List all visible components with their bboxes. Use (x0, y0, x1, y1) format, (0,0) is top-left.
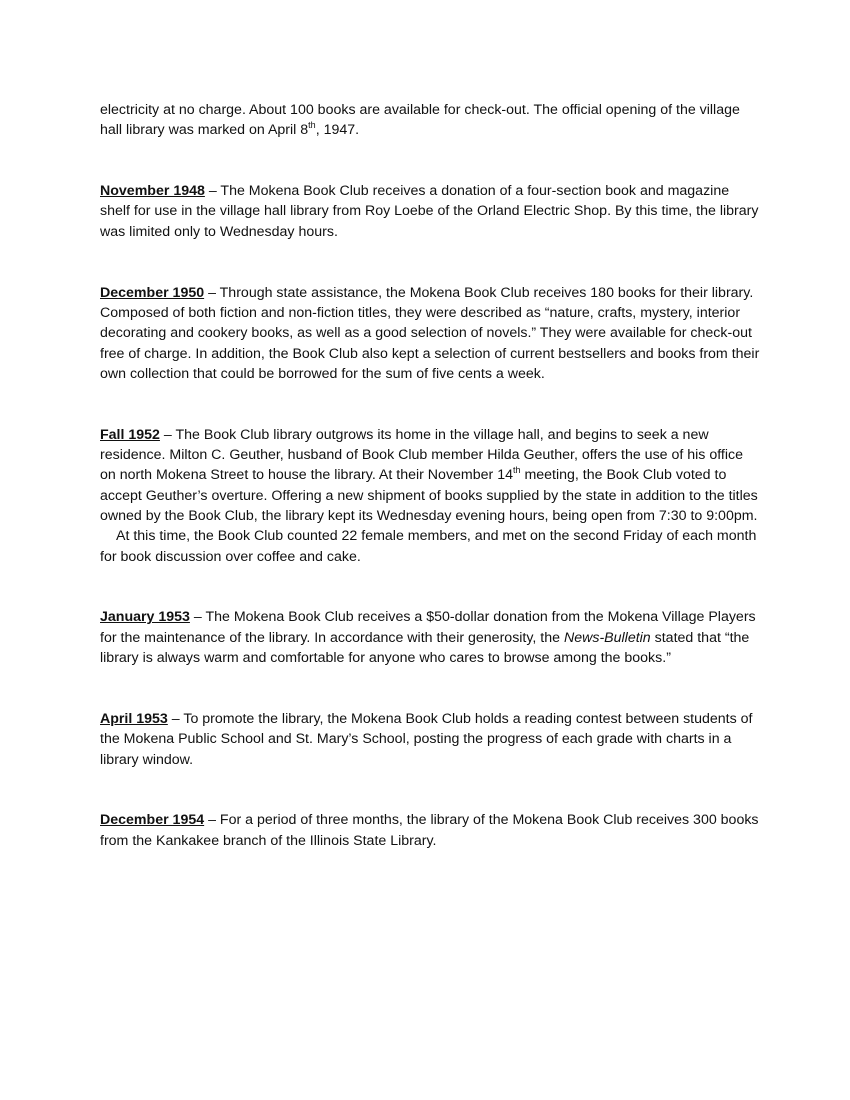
entry-paragraph (100, 709, 760, 770)
entry-text: – The Mokena Book Club receives a donation of a four-section book and magazine shelf for use in the village hall library from Roy Loebe of the Orland Electric Shop. By this time, the library was limited only to Wednesday hours. (100, 183, 759, 240)
intro-text-end: , 1947. (315, 122, 360, 139)
entry-text: – To promote the library, the Mokena Book Club holds a reading contest between students of the Mokena Public School and St. Mary’s School, posting the progress of each grade with charts in a library window. (100, 710, 753, 768)
entry-paragraph-continued (100, 526, 760, 567)
entry-paragraph (100, 607, 760, 668)
timeline-entry-april-1953 (100, 709, 760, 770)
entry-date: December 1950 (100, 284, 205, 301)
entry-text-continued: At this time, the Book Club counted 22 female members, and met on the second Friday of each month for book discussion over coffee and cake. (100, 528, 757, 565)
entry-text-end: meeting, the Book Club voted to accept Geuther’s overture. Offering a new shipment of books supplied by the state in addition to the titles owned by the Book Club, the library kept its Wednesday evening hours, being open from 7:30 to 9:00pm. (100, 467, 758, 524)
timeline-entry-december-1954 (100, 810, 760, 851)
entry-date: January 1953 (100, 609, 190, 626)
entry-text: – For a period of three months, the library of the Mokena Book Club receives 300 books from the Kankakee branch of the Illinois State Library. (100, 812, 759, 849)
entry-text-end: stated that “the library is always warm and comfortable for anyone who cares to browse among the books.” (100, 629, 750, 667)
entry-text: – The Book Club library outgrows its home in the village hall, and begins to seek a new residence. Milton C. Geuther, husband of Book Club member Hilda Geuther, offers the use of his office on north Mokena Street to house the library. At their November 14 (100, 426, 743, 484)
timeline-entry-january-1953 (100, 607, 760, 668)
entry-date: Fall 1952 (100, 426, 160, 443)
entry-paragraph (100, 283, 760, 384)
document-page (100, 100, 760, 851)
entry-date: November 1948 (100, 183, 205, 200)
entry-text: – Through state assistance, the Mokena Book Club receives 180 books for their library. Composed of both fiction and non-fiction titles, they were described as “nature, crafts, mystery, interior decorating and cookery books, as well as a good selection of novels.” They were available for check-out free of charge. In addition, the Book Club also kept a selection of current bestsellers and books from their own collection that could be borrowed for the sum of five cents a week. (100, 284, 760, 382)
entry-paragraph (100, 181, 760, 242)
entry-text: – The Mokena Book Club receives a $50-dollar donation from the Mokena Village Players for the maintenance of the library. In accordance with their generosity, the (100, 609, 756, 646)
ordinal-suffix: th (512, 464, 521, 475)
timeline-entry-november-1948 (100, 181, 760, 242)
entry-paragraph (100, 810, 760, 851)
entry-paragraph (100, 425, 760, 526)
intro-text: electricity at no charge. About 100 books are available for check-out. The official opening of the village hall library was marked on April 8 (100, 102, 740, 139)
ordinal-suffix: th (308, 119, 316, 130)
newspaper-title: News-Bulletin (563, 629, 651, 646)
entry-date: December 1954 (100, 812, 205, 829)
timeline-entry-december-1950 (100, 283, 760, 384)
intro-paragraph (100, 100, 760, 141)
entry-date: April 1953 (100, 710, 168, 727)
timeline-entry-fall-1952 (100, 425, 760, 567)
